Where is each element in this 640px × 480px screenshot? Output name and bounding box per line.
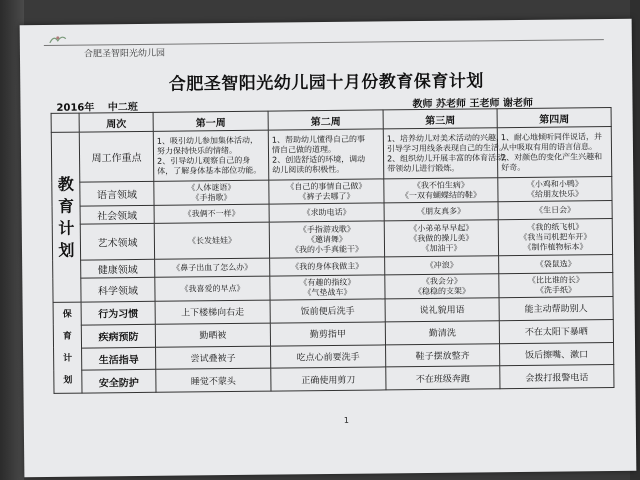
cell-line: 好奇。 (501, 162, 526, 172)
plan-cell: 尝试叠被子 (156, 346, 271, 370)
cell-line: 《我当司机把车开》 (519, 231, 592, 242)
row-label: 安全防护 (82, 370, 156, 394)
plan-cell: 饭前便后洗手 (270, 299, 385, 323)
week-label-header: 周次 (79, 112, 153, 132)
row-label: 科学领域 (81, 277, 155, 302)
cell-line: 《比比谁的长》 (527, 274, 584, 285)
plan-cell: 不在太阳下暴晒 (499, 319, 613, 343)
plan-cell (270, 275, 385, 300)
plan-cell (269, 203, 384, 222)
paper-sheet (20, 19, 637, 477)
care-plan-section-title (53, 302, 82, 393)
plan-cell (153, 130, 269, 181)
corner-cell (51, 113, 79, 132)
section-title-char: 育 (57, 196, 75, 216)
row-label: 艺术领域 (80, 223, 154, 260)
cell-line: 努力保持快乐的情绪。 (156, 145, 238, 156)
plan-cell (154, 204, 269, 223)
plan-cell: 勤清洗 (385, 320, 499, 344)
section-title-char: 划 (58, 240, 75, 260)
plan-cell (384, 178, 498, 203)
plan-cell: 饭后擦嘴、漱口 (500, 342, 614, 366)
cell-line: 1、耐心地倾听同伴说话，并 (500, 131, 602, 142)
row-label: 行为习惯 (81, 301, 155, 325)
cell-line: 1、培养幼儿对美术活动的兴趣， (386, 132, 504, 143)
section-title-char: 教 (57, 174, 74, 194)
section-title-char: 保 (62, 309, 72, 320)
cell-line: 《小弟弟早早起》 (409, 222, 474, 233)
cell-line: 2、对颜色的变化产生兴趣和 (501, 151, 603, 162)
plan-cell: 吃点心前要洗手 (271, 344, 386, 368)
cell-line: 《生日会》 (535, 204, 576, 215)
plan-cell (498, 219, 612, 256)
cell-line: 1、帮助幼儿懂得自己的事 (271, 134, 365, 145)
teachers-info: 教师 苏老师 王老师 谢老师 (412, 97, 534, 111)
table-row (54, 365, 614, 394)
plan-cell (497, 127, 612, 178)
plan-cell: 会拨打报警电话 (500, 365, 614, 389)
cell-line: 引导学习用线条表现自己的生活。 (386, 142, 508, 153)
plan-cell: 勤晒被 (155, 323, 270, 347)
plan-cell (498, 201, 612, 220)
cell-line: 《鼻子出血了怎么办》 (172, 262, 253, 273)
row-label: 健康领域 (81, 259, 155, 278)
plan-cell (498, 177, 612, 202)
plan-cell: 上下楼梯向右走 (155, 300, 270, 324)
cell-line: 幼儿阅读的积极性。 (272, 164, 345, 175)
cell-line: 《小鸡和小鸭》 (526, 178, 583, 189)
week-3-header: 第三周 (383, 109, 497, 129)
table-row (52, 219, 612, 261)
cell-line: 《长发娃娃》 (187, 235, 236, 245)
cell-line: 《制作植物标本》 (523, 241, 588, 252)
cell-line: 从中吸取有用的语言信息。 (500, 141, 597, 152)
cell-line: 《稳稳的支架》 (413, 286, 471, 296)
row-label: 疾病预防 (81, 324, 155, 348)
cell-line: 2、创造舒适的环境，调动 (272, 154, 366, 165)
cell-line: 1、吸引幼儿参加集体活动， (156, 135, 259, 146)
cell-line: 《我的小手真能干》 (290, 244, 364, 254)
year-label: 2016年 (56, 102, 95, 114)
cell-line: 《袋鼠选》 (535, 258, 576, 269)
cell-line: 《洗手纸》 (535, 284, 576, 295)
plan-cell (269, 179, 384, 204)
cell-line: 《手指歌》 (191, 192, 232, 202)
plan-cell: 正确使用剪刀 (271, 367, 386, 391)
cell-line: 《手指游戏歌》 (298, 224, 355, 234)
cell-line: 《人体谜语》 (187, 182, 236, 192)
cell-line: 《我的身体我做主》 (291, 261, 364, 271)
cell-line: 情自己做的道理。 (271, 144, 337, 155)
plan-cell: 勤剪指甲 (270, 322, 385, 346)
cell-line: 《有趣的指纹》 (299, 277, 356, 287)
cell-line: 《朋友真多》 (417, 206, 466, 216)
plan-cell (499, 255, 613, 274)
page-number: 1 (343, 415, 349, 425)
plan-cell (384, 202, 498, 221)
plan-cell (270, 257, 385, 276)
section-title-char: 计 (58, 218, 75, 238)
week-4-header: 第四周 (497, 108, 611, 128)
cell-line: 《裤子去哪了》 (298, 191, 355, 201)
plan-cell (155, 276, 270, 301)
plan-cell (268, 129, 384, 180)
cell-line: 《邀请舞》 (306, 234, 347, 244)
cell-line: 体，了解身体基本部位功能。 (157, 165, 262, 176)
cell-line: 《一双有蝴蝶结的鞋》 (400, 189, 481, 200)
cell-line: 2、组织幼儿开展丰富的体育活动， (387, 152, 513, 163)
cell-line: 《加油干》 (421, 243, 462, 253)
plan-cell: 说礼貌用语 (385, 298, 499, 322)
cell-line: 带领幼儿进行锻炼。 (387, 163, 460, 173)
section-title-char: 划 (63, 375, 73, 386)
plan-cell: 鞋子摆放整齐 (386, 343, 500, 367)
plan-cell: 能主动帮助别人 (499, 297, 613, 321)
cell-line: 《冲浪》 (425, 260, 458, 270)
page-title: 合肥圣智阳光幼儿园十月份教育保育计划 (168, 71, 484, 95)
cell-line: 《我喜爱的早点》 (180, 283, 245, 294)
week-2-header: 第二周 (268, 110, 383, 130)
plan-cell (385, 274, 499, 299)
cell-line: 《我俩不一样》 (183, 208, 240, 219)
plan-cell (269, 221, 384, 258)
row-label: 社会领域 (80, 205, 154, 224)
plan-cell (154, 180, 269, 205)
plan-cell (385, 256, 499, 275)
cell-line: 《我做的操儿美》 (409, 232, 474, 243)
section-title-char: 计 (63, 353, 73, 364)
section-title-char: 育 (62, 331, 72, 342)
row-label: 生活指导 (82, 347, 156, 371)
row-label: 语言领域 (80, 181, 154, 206)
row-label: 周工作重点 (79, 131, 154, 182)
education-plan-section-title (51, 132, 81, 302)
plan-cell (499, 273, 613, 298)
cell-line: 《自己的事情自己做》 (286, 181, 367, 191)
class-label: 中二班 (107, 101, 138, 114)
plan-cell (383, 128, 513, 179)
plan-cell (384, 220, 498, 257)
school-name-small: 合肥圣智阳光幼儿园 (83, 48, 166, 60)
cell-line: 《求助电话》 (302, 207, 351, 217)
plan-cell (155, 258, 270, 277)
cell-line: 《我的纸飞机》 (527, 221, 584, 232)
table-row (51, 127, 611, 183)
cell-line: 《我会分》 (421, 276, 462, 286)
plan-table (51, 107, 615, 394)
week-1-header: 第一周 (153, 111, 268, 131)
plan-cell (154, 222, 269, 259)
header-divider (44, 39, 604, 46)
cell-line: 《我不怕生病》 (412, 180, 469, 190)
cell-line: 《给朋友快乐》 (526, 188, 583, 199)
plan-cell: 不在班级奔跑 (386, 366, 500, 390)
cell-line: 2、引导幼儿观察自己的身 (157, 155, 251, 166)
cell-line: 《气垫战车》 (303, 287, 352, 297)
plan-cell: 睡觉不蒙头 (156, 368, 271, 392)
